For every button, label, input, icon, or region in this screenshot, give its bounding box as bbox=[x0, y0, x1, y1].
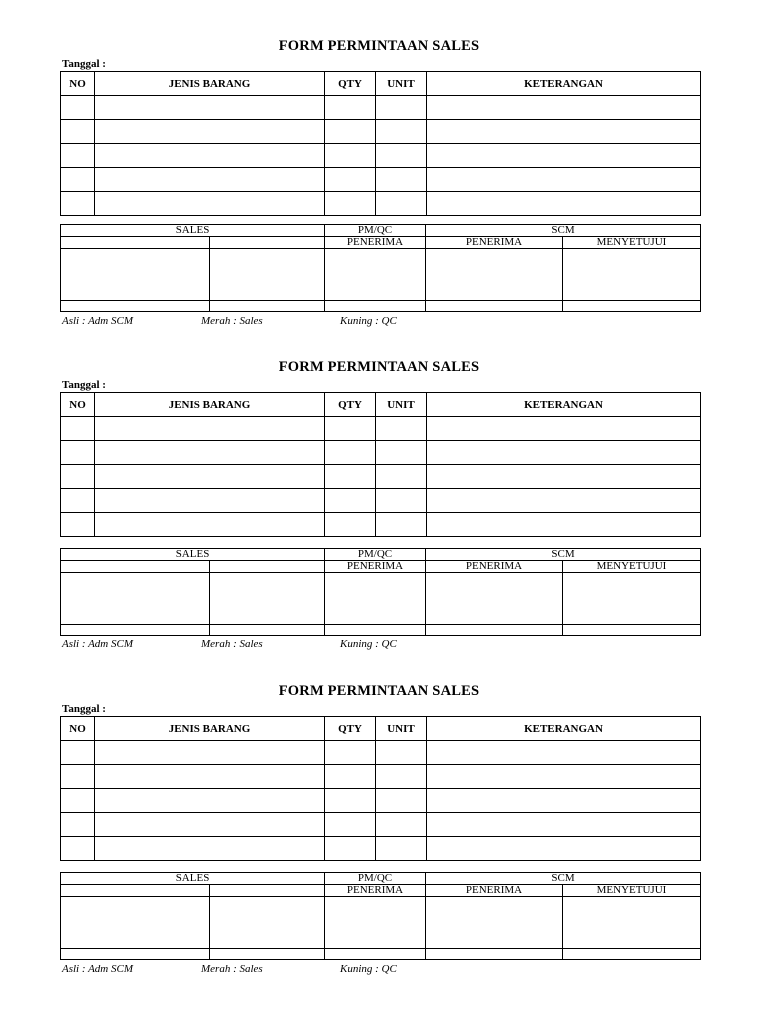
form-title: FORM PERMINTAAN SALES bbox=[278, 38, 480, 54]
table-row[interactable] bbox=[61, 489, 701, 513]
copy-note: Kuning : QC bbox=[340, 315, 397, 327]
sales-header: SALES bbox=[61, 549, 325, 561]
scm-header: SCM bbox=[426, 873, 701, 885]
table-row[interactable] bbox=[61, 144, 701, 168]
table-row[interactable] bbox=[61, 513, 701, 537]
sales-header: SALES bbox=[61, 873, 325, 885]
signature-area[interactable] bbox=[61, 573, 701, 625]
date-label: Tanggal : bbox=[62, 379, 106, 391]
date-label: Tanggal : bbox=[62, 703, 106, 715]
table-row[interactable] bbox=[61, 441, 701, 465]
date-label: Tanggal : bbox=[62, 58, 106, 70]
pmqc-header: PM/QC bbox=[325, 225, 426, 237]
table-row[interactable] bbox=[61, 465, 701, 489]
form-title: FORM PERMINTAAN SALES bbox=[278, 683, 480, 699]
scm-header: SCM bbox=[426, 225, 701, 237]
table-row[interactable] bbox=[61, 813, 701, 837]
pmqc-header: PM/QC bbox=[325, 873, 426, 885]
copy-note: Merah : Sales bbox=[201, 315, 263, 327]
items-header-row bbox=[61, 72, 701, 96]
col-unit-header: UNIT bbox=[376, 72, 427, 96]
col-qty-header: QTY bbox=[325, 393, 376, 417]
table-row[interactable] bbox=[61, 789, 701, 813]
col-jenis-barang-header: JENIS BARANG bbox=[95, 393, 325, 417]
items-table bbox=[60, 392, 701, 537]
penerima-label: PENERIMA bbox=[325, 885, 426, 897]
table-row[interactable] bbox=[61, 168, 701, 192]
col-jenis-barang-header: JENIS BARANG bbox=[95, 72, 325, 96]
signature-table bbox=[60, 224, 701, 312]
signature-name-row[interactable] bbox=[61, 625, 701, 636]
col-keterangan-header: KETERANGAN bbox=[427, 717, 701, 741]
copy-note: Asli : Adm SCM bbox=[62, 638, 133, 650]
signature-name-row[interactable] bbox=[61, 949, 701, 960]
menyetujui-label: MENYETUJUI bbox=[563, 885, 701, 897]
table-row[interactable] bbox=[61, 96, 701, 120]
penerima-label: PENERIMA bbox=[325, 237, 426, 249]
penerima-label: PENERIMA bbox=[426, 885, 563, 897]
signature-name-row[interactable] bbox=[61, 301, 701, 312]
table-row[interactable] bbox=[61, 765, 701, 789]
col-jenis-barang-header: JENIS BARANG bbox=[95, 717, 325, 741]
copy-note: Kuning : QC bbox=[340, 963, 397, 975]
signature-area[interactable] bbox=[61, 897, 701, 949]
table-row[interactable] bbox=[61, 741, 701, 765]
items-table bbox=[60, 716, 701, 861]
menyetujui-label: MENYETUJUI bbox=[563, 561, 701, 573]
copy-note: Merah : Sales bbox=[201, 638, 263, 650]
col-unit-header: UNIT bbox=[376, 393, 427, 417]
form-title: FORM PERMINTAAN SALES bbox=[278, 359, 480, 375]
copy-note: Kuning : QC bbox=[340, 638, 397, 650]
col-keterangan-header: KETERANGAN bbox=[427, 393, 701, 417]
scm-header: SCM bbox=[426, 549, 701, 561]
menyetujui-label: MENYETUJUI bbox=[563, 237, 701, 249]
items-table bbox=[60, 71, 701, 216]
col-no-header: NO bbox=[61, 717, 95, 741]
copy-note: Asli : Adm SCM bbox=[62, 963, 133, 975]
col-no-header: NO bbox=[61, 393, 95, 417]
table-row[interactable] bbox=[61, 192, 701, 216]
pmqc-header: PM/QC bbox=[325, 549, 426, 561]
col-keterangan-header: KETERANGAN bbox=[427, 72, 701, 96]
signature-table bbox=[60, 872, 701, 960]
table-row[interactable] bbox=[61, 120, 701, 144]
penerima-label: PENERIMA bbox=[426, 237, 563, 249]
copy-note: Asli : Adm SCM bbox=[62, 315, 133, 327]
col-qty-header: QTY bbox=[325, 72, 376, 96]
col-unit-header: UNIT bbox=[376, 717, 427, 741]
signature-table bbox=[60, 548, 701, 636]
items-header-row bbox=[61, 717, 701, 741]
col-qty-header: QTY bbox=[325, 717, 376, 741]
copy-note: Merah : Sales bbox=[201, 963, 263, 975]
items-header-row bbox=[61, 393, 701, 417]
col-no-header: NO bbox=[61, 72, 95, 96]
penerima-label: PENERIMA bbox=[426, 561, 563, 573]
signature-area[interactable] bbox=[61, 249, 701, 301]
table-row[interactable] bbox=[61, 417, 701, 441]
penerima-label: PENERIMA bbox=[325, 561, 426, 573]
sales-header: SALES bbox=[61, 225, 325, 237]
table-row[interactable] bbox=[61, 837, 701, 861]
